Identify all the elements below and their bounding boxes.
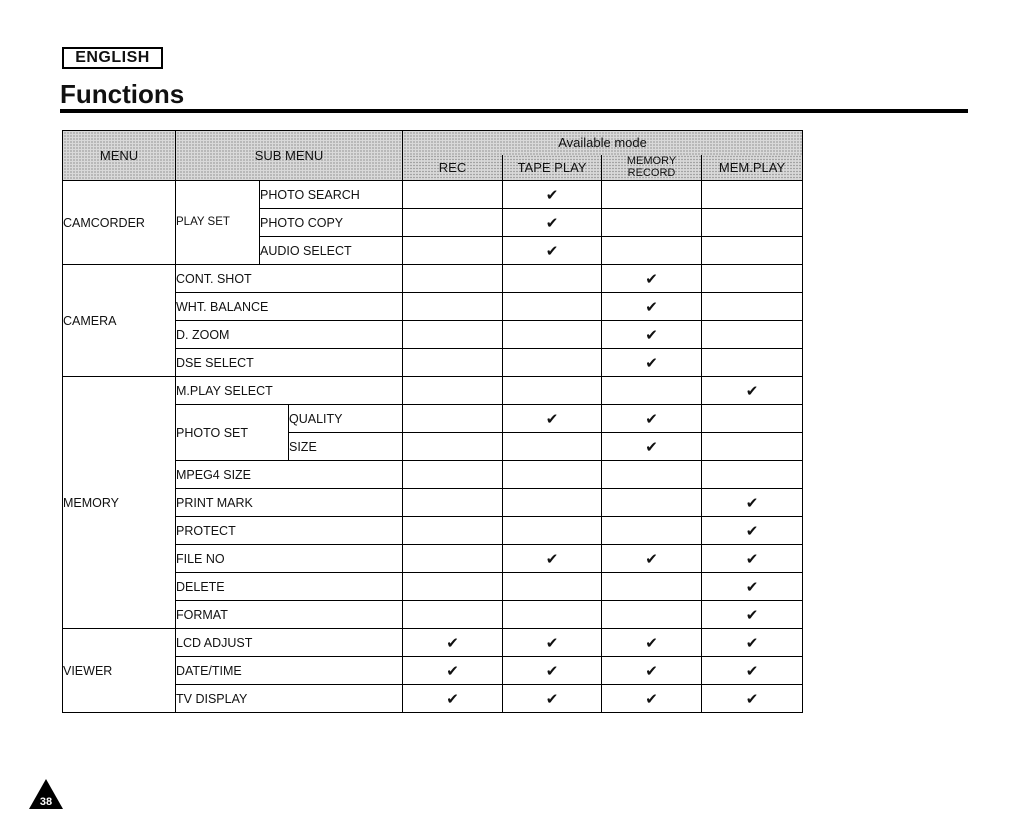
sub-menu-tv-display: TV DISPLAY <box>176 685 403 713</box>
photo-set-label: PHOTO SET <box>176 405 289 461</box>
page-number: 38 <box>39 796 53 808</box>
availability-cell <box>503 293 602 321</box>
availability-cell <box>403 237 503 265</box>
availability-cell <box>403 489 503 517</box>
sub-menu-audio-select: AUDIO SELECT <box>260 237 403 265</box>
availability-cell <box>403 461 503 489</box>
availability-cell: ✔ <box>602 685 702 713</box>
availability-cell <box>702 237 803 265</box>
availability-cell <box>403 349 503 377</box>
availability-cell: ✔ <box>702 601 803 629</box>
availability-cell <box>503 265 602 293</box>
availability-cell: ✔ <box>602 265 702 293</box>
availability-cell <box>602 237 702 265</box>
availability-cell <box>602 601 702 629</box>
availability-cell: ✔ <box>503 545 602 573</box>
header-sub-menu: SUB MENU <box>176 131 403 181</box>
availability-cell <box>503 349 602 377</box>
availability-cell <box>503 601 602 629</box>
sub-menu-photo-copy: PHOTO COPY <box>260 209 403 237</box>
availability-cell: ✔ <box>702 685 803 713</box>
availability-cell: ✔ <box>702 377 803 405</box>
page-number-badge <box>28 778 64 810</box>
availability-cell <box>602 573 702 601</box>
function-availability-table <box>62 130 803 713</box>
availability-cell <box>602 209 702 237</box>
availability-cell <box>602 377 702 405</box>
availability-cell <box>403 181 503 209</box>
sub-menu-format: FORMAT <box>176 601 403 629</box>
availability-cell: ✔ <box>702 545 803 573</box>
page-title: Functions <box>60 79 185 109</box>
availability-cell: ✔ <box>702 657 803 685</box>
header-mode-tape-play: TAPE PLAY <box>503 155 602 181</box>
sub-menu-file-no: FILE NO <box>176 545 403 573</box>
sub-menu-quality: QUALITY <box>289 405 403 433</box>
availability-cell: ✔ <box>403 685 503 713</box>
sub-menu-size: SIZE <box>289 433 403 461</box>
availability-cell <box>403 601 503 629</box>
availability-cell: ✔ <box>702 573 803 601</box>
availability-cell: ✔ <box>602 545 702 573</box>
sub-menu-date-time: DATE/TIME <box>176 657 403 685</box>
menu-camera: CAMERA <box>63 265 176 377</box>
availability-cell: ✔ <box>602 349 702 377</box>
language-label: ENGLISH <box>62 47 163 69</box>
availability-cell <box>702 405 803 433</box>
availability-cell <box>503 433 602 461</box>
availability-cell <box>702 265 803 293</box>
availability-cell: ✔ <box>602 629 702 657</box>
table-row <box>63 377 803 405</box>
sub-menu-print-mark: PRINT MARK <box>176 489 403 517</box>
availability-cell <box>602 461 702 489</box>
availability-cell: ✔ <box>602 293 702 321</box>
sub-menu-dse-select: DSE SELECT <box>176 349 403 377</box>
table-row <box>63 629 803 657</box>
sub-menu-lcd-adjust: LCD ADJUST <box>176 629 403 657</box>
availability-cell <box>403 377 503 405</box>
availability-cell <box>503 461 602 489</box>
availability-cell: ✔ <box>503 237 602 265</box>
availability-cell: ✔ <box>503 405 602 433</box>
availability-cell <box>403 573 503 601</box>
availability-cell <box>702 293 803 321</box>
availability-cell: ✔ <box>702 489 803 517</box>
availability-cell <box>403 405 503 433</box>
header-mode-rec: REC <box>403 155 503 181</box>
availability-cell <box>403 293 503 321</box>
play-set-label: PLAY SET <box>176 181 260 265</box>
availability-cell <box>702 209 803 237</box>
availability-cell <box>403 433 503 461</box>
header-menu: MENU <box>63 131 176 181</box>
sub-menu-m-play-select: M.PLAY SELECT <box>176 377 403 405</box>
availability-cell <box>503 573 602 601</box>
sub-menu-wht-balance: WHT. BALANCE <box>176 293 403 321</box>
availability-cell: ✔ <box>702 517 803 545</box>
availability-cell <box>503 489 602 517</box>
availability-cell <box>702 349 803 377</box>
availability-cell <box>503 377 602 405</box>
availability-cell <box>702 433 803 461</box>
sub-menu-mpeg4-size: MPEG4 SIZE <box>176 461 403 489</box>
availability-cell <box>503 321 602 349</box>
availability-cell: ✔ <box>403 657 503 685</box>
availability-cell <box>602 517 702 545</box>
availability-cell: ✔ <box>503 685 602 713</box>
availability-cell: ✔ <box>602 657 702 685</box>
title-divider <box>60 109 968 113</box>
menu-camcorder: CAMCORDER <box>63 181 176 265</box>
availability-cell <box>403 321 503 349</box>
availability-cell: ✔ <box>403 629 503 657</box>
availability-cell <box>403 265 503 293</box>
availability-cell: ✔ <box>503 209 602 237</box>
availability-cell: ✔ <box>602 433 702 461</box>
availability-cell: ✔ <box>602 321 702 349</box>
availability-cell <box>503 517 602 545</box>
sub-menu-photo-search: PHOTO SEARCH <box>260 181 403 209</box>
availability-cell <box>702 461 803 489</box>
sub-menu-delete: DELETE <box>176 573 403 601</box>
availability-cell <box>602 181 702 209</box>
availability-cell <box>403 209 503 237</box>
availability-cell <box>403 517 503 545</box>
header-mode-mem-play: MEM.PLAY <box>702 155 803 181</box>
sub-menu-cont-shot: CONT. SHOT <box>176 265 403 293</box>
header-mode-memory-record: MEMORY RECORD <box>602 155 702 181</box>
availability-cell: ✔ <box>503 657 602 685</box>
table-row <box>63 265 803 293</box>
availability-cell: ✔ <box>503 181 602 209</box>
availability-cell <box>602 489 702 517</box>
sub-menu-d-zoom: D. ZOOM <box>176 321 403 349</box>
menu-memory: MEMORY <box>63 377 176 629</box>
availability-cell: ✔ <box>503 629 602 657</box>
menu-viewer: VIEWER <box>63 629 176 713</box>
availability-cell <box>403 545 503 573</box>
sub-menu-protect: PROTECT <box>176 517 403 545</box>
table-row <box>63 181 803 209</box>
availability-cell: ✔ <box>702 629 803 657</box>
header-available-mode: Available mode <box>403 131 803 155</box>
availability-cell <box>702 321 803 349</box>
availability-cell: ✔ <box>602 405 702 433</box>
availability-cell <box>702 181 803 209</box>
